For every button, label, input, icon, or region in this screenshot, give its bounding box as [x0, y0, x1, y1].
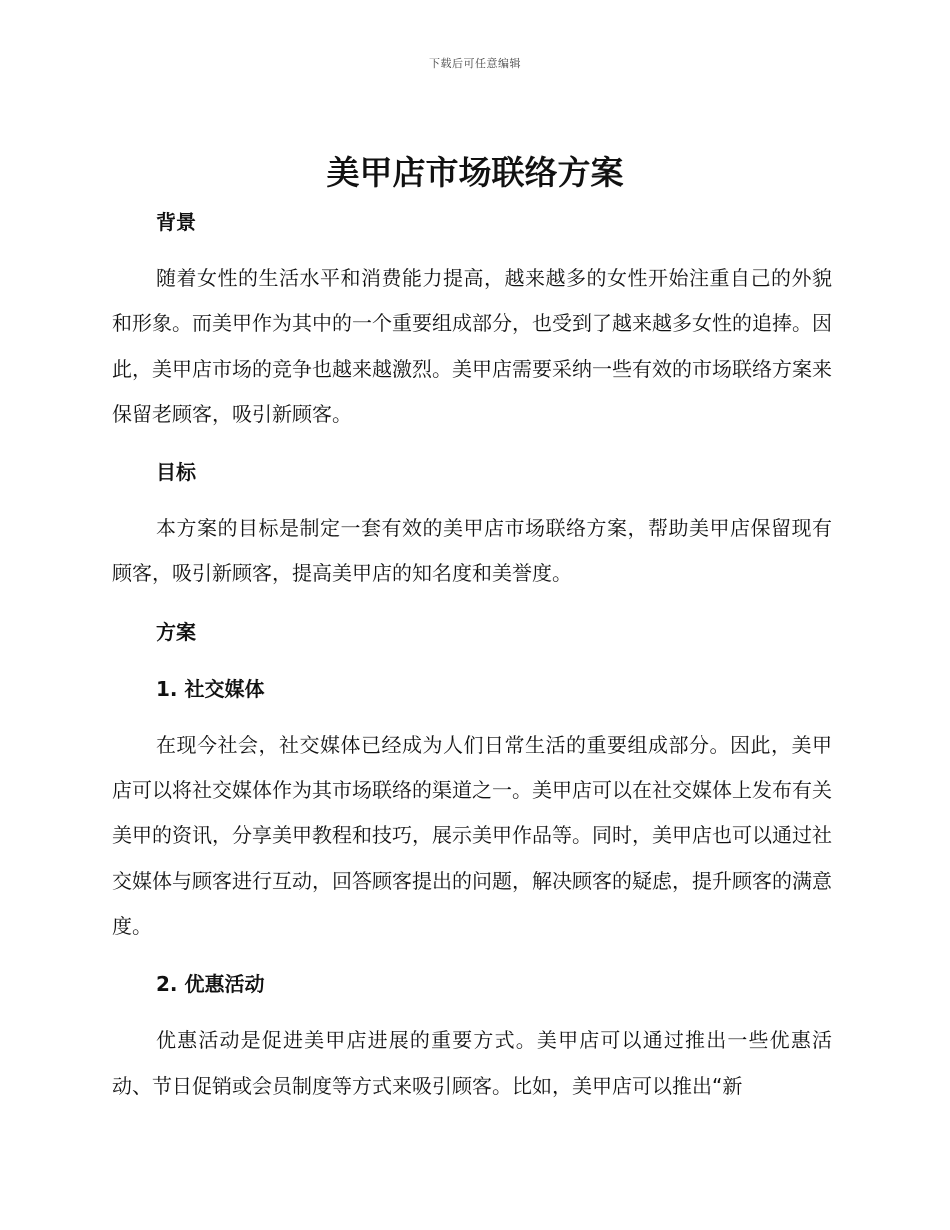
section-paragraph-social-media: 在现今社会，社交媒体已经成为人们日常生活的重要组成部分。因此，美甲店可以将社交媒体作为其市场联络的渠道之一。美甲店可以在社交媒体上发布有关美甲的资讯，分享美甲教程和技巧，展示美甲作品等。同时，美甲店也可以通过社交媒体与顾客进行互动，回答顾客提出的问题，解决顾客的疑虑，提升顾客的满意度。 [112, 732, 832, 938]
section-heading-background: 背景 [156, 210, 196, 234]
section-paragraph-goal: 本方案的目标是制定一套有效的美甲店市场联络方案，帮助美甲店保留现有顾客，吸引新顾客，提高美甲店的知名度和美誉度。 [112, 516, 832, 586]
section-heading-promotions: 2. 优惠活动 [156, 972, 265, 997]
document-body [112, 199, 832, 1121]
section-heading-goal: 目标 [156, 460, 196, 485]
section-heading-plan: 方案 [156, 619, 196, 644]
section-paragraph-background: 随着女性的生活水平和消费能力提高，越来越多的女性开始注重自己的外貌和形象。而美甲作为其中的一个重要组成部分，也受到了越来越多女性的追捧。因此，美甲店市场的竞争也越来越激烈。美甲店需要采纳一些有效的市场联络方案来保留老顾客，吸引新顾客。 [112, 266, 832, 426]
section-paragraph-promotions: 优惠活动是促进美甲店进展的重要方式。美甲店可以通过推出一些优惠活动、节日促销或会员制度等方式来吸引顾客。比如，美甲店可以推出“新 [112, 1028, 832, 1098]
document-title: 美甲店市场联络方案 [326, 153, 624, 192]
page-header-note: 下载后可任意编辑 [429, 57, 521, 70]
section-heading-social-media: 1. 社交媒体 [156, 676, 265, 701]
